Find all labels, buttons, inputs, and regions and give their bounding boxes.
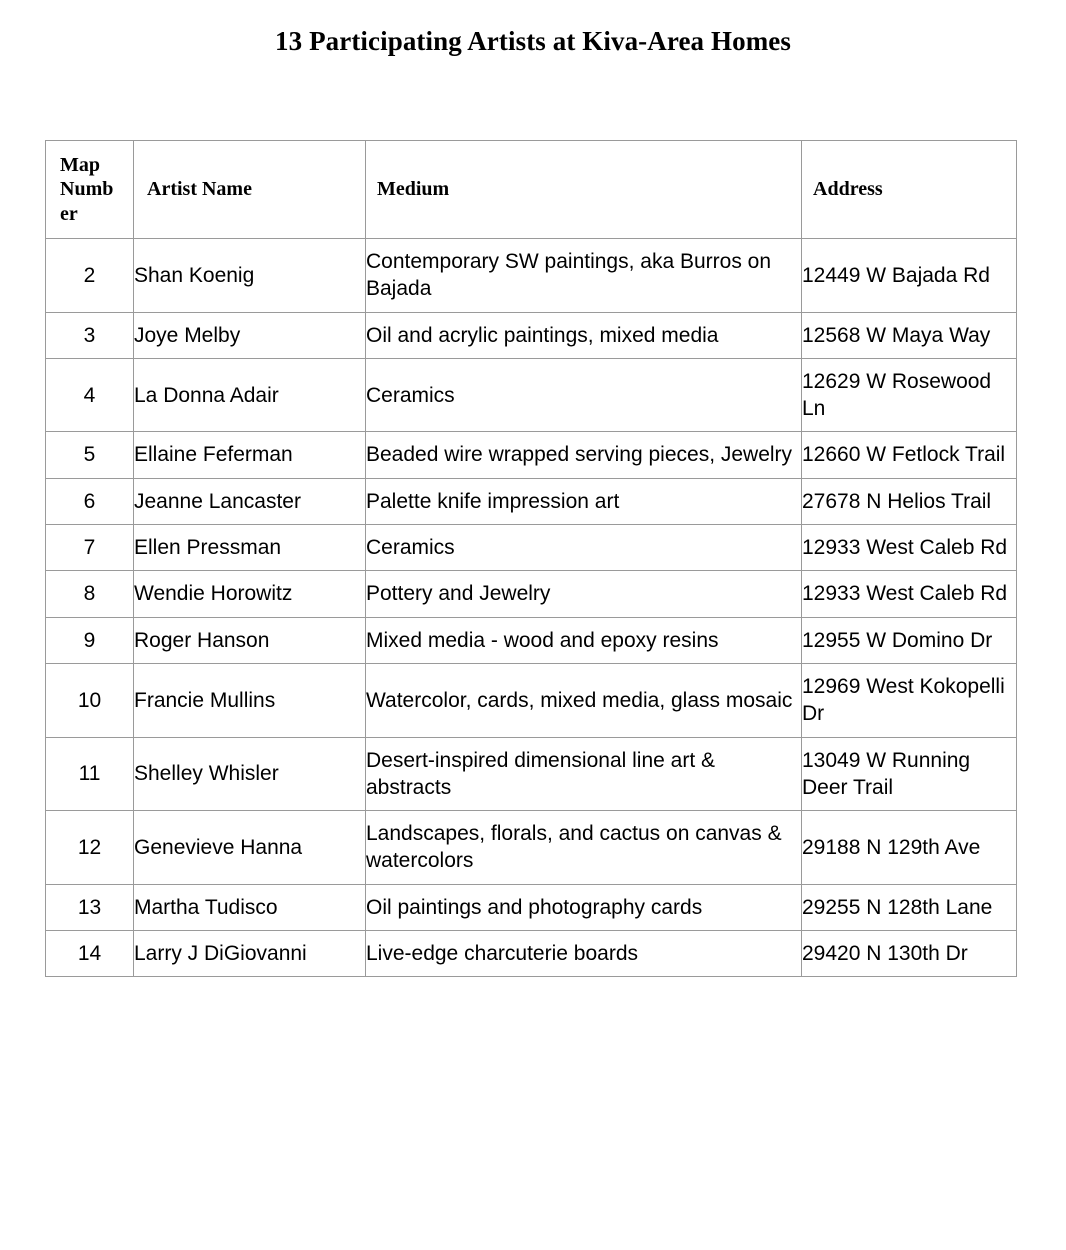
cell-map-number: 7 <box>46 525 134 571</box>
cell-artist-name: Jeanne Lancaster <box>134 478 366 524</box>
cell-medium: Watercolor, cards, mixed media, glass mosaic <box>366 663 802 737</box>
cell-map-number: 5 <box>46 432 134 478</box>
cell-address: 13049 W Running Deer Trail <box>802 737 1017 811</box>
cell-artist-name: Wendie Horowitz <box>134 571 366 617</box>
cell-address: 12933 West Caleb Rd <box>802 525 1017 571</box>
table-body <box>46 239 1017 977</box>
table-row <box>46 571 1017 617</box>
cell-address: 12449 W Bajada Rd <box>802 239 1017 313</box>
cell-address: 29188 N 129th Ave <box>802 811 1017 885</box>
column-header-artist-name: Artist Name <box>134 141 366 239</box>
cell-medium: Live-edge charcuterie boards <box>366 931 802 977</box>
cell-address: 12969 West Kokopelli Dr <box>802 663 1017 737</box>
cell-map-number: 9 <box>46 617 134 663</box>
page-title: 13 Participating Artists at Kiva-Area Homes <box>275 26 791 56</box>
table-row <box>46 931 1017 977</box>
cell-address: 12629 W Rosewood Ln <box>802 358 1017 432</box>
cell-medium: Oil paintings and photography cards <box>366 884 802 930</box>
cell-medium: Pottery and Jewelry <box>366 571 802 617</box>
cell-medium: Desert-inspired dimensional line art & abstracts <box>366 737 802 811</box>
cell-medium: Ceramics <box>366 358 802 432</box>
cell-medium: Ceramics <box>366 525 802 571</box>
table-row <box>46 525 1017 571</box>
cell-artist-name: Joye Melby <box>134 312 366 358</box>
cell-address: 12933 West Caleb Rd <box>802 571 1017 617</box>
cell-map-number: 11 <box>46 737 134 811</box>
table-row <box>46 432 1017 478</box>
cell-artist-name: Martha Tudisco <box>134 884 366 930</box>
cell-medium: Oil and acrylic paintings, mixed media <box>366 312 802 358</box>
table-row <box>46 617 1017 663</box>
cell-address: 27678 N Helios Trail <box>802 478 1017 524</box>
cell-artist-name: Ellen Pressman <box>134 525 366 571</box>
cell-map-number: 8 <box>46 571 134 617</box>
cell-medium: Beaded wire wrapped serving pieces, Jewelry <box>366 432 802 478</box>
cell-medium: Landscapes, florals, and cactus on canvas & watercolors <box>366 811 802 885</box>
cell-artist-name: Shan Koenig <box>134 239 366 313</box>
cell-medium: Contemporary SW paintings, aka Burros on Bajada <box>366 239 802 313</box>
cell-map-number: 3 <box>46 312 134 358</box>
cell-map-number: 14 <box>46 931 134 977</box>
cell-address: 29420 N 130th Dr <box>802 931 1017 977</box>
table-row <box>46 312 1017 358</box>
cell-medium: Mixed media - wood and epoxy resins <box>366 617 802 663</box>
table-row <box>46 239 1017 313</box>
table-row <box>46 478 1017 524</box>
cell-address: 12568 W Maya Way <box>802 312 1017 358</box>
cell-map-number: 6 <box>46 478 134 524</box>
cell-artist-name: Genevieve Hanna <box>134 811 366 885</box>
cell-address: 12955 W Domino Dr <box>802 617 1017 663</box>
cell-artist-name: Roger Hanson <box>134 617 366 663</box>
cell-map-number: 10 <box>46 663 134 737</box>
artists-table-container <box>45 140 1016 977</box>
column-header-medium: Medium <box>366 141 802 239</box>
table-row <box>46 737 1017 811</box>
cell-artist-name: La Donna Adair <box>134 358 366 432</box>
column-header-map-number: Map Numb er <box>46 141 134 239</box>
table-row <box>46 884 1017 930</box>
table-row <box>46 358 1017 432</box>
cell-medium: Palette knife impression art <box>366 478 802 524</box>
table-row <box>46 811 1017 885</box>
cell-artist-name: Ellaine Feferman <box>134 432 366 478</box>
table-header-row <box>46 141 1017 239</box>
table-header <box>46 141 1017 239</box>
column-header-address: Address <box>802 141 1017 239</box>
cell-map-number: 13 <box>46 884 134 930</box>
cell-address: 29255 N 128th Lane <box>802 884 1017 930</box>
cell-map-number: 4 <box>46 358 134 432</box>
table-row <box>46 663 1017 737</box>
cell-map-number: 2 <box>46 239 134 313</box>
cell-artist-name: Larry J DiGiovanni <box>134 931 366 977</box>
cell-address: 12660 W Fetlock Trail <box>802 432 1017 478</box>
artists-table <box>45 140 1017 977</box>
cell-map-number: 12 <box>46 811 134 885</box>
cell-artist-name: Francie Mullins <box>134 663 366 737</box>
cell-artist-name: Shelley Whisler <box>134 737 366 811</box>
